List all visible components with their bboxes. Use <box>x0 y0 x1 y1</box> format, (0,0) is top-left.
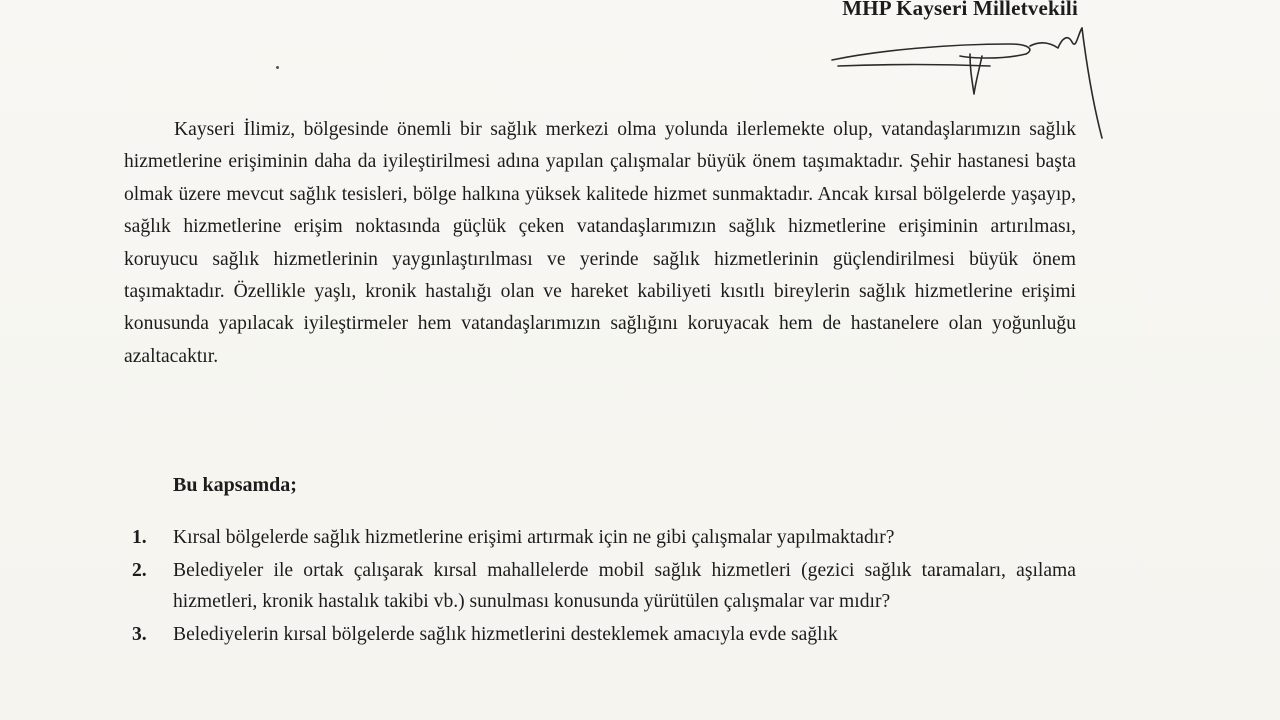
question-list <box>124 522 1076 652</box>
question-text: Belediyeler ile ortak çalışarak kırsal mahallelerde mobil sağlık hizmetleri (gezici sağlık taramaları, aşılama hizmetleri, kronik hastalık takibi vb.) sunulması konusunda yürütülen çalışmalar var mıdır? <box>173 560 1076 612</box>
question-number: 1. <box>132 527 147 548</box>
question-number: 2. <box>132 560 147 581</box>
scan-speck <box>276 66 279 69</box>
question-item <box>124 619 1076 650</box>
question-text: Kırsal bölgelerde sağlık hizmetlerine erişimi artırmak için ne gibi çalışmalar yapılmaktadır? <box>173 527 895 548</box>
question-number: 3. <box>132 624 147 645</box>
signer-title: MHP Kayseri Milletvekili <box>842 0 1078 20</box>
question-item <box>124 522 1076 553</box>
scope-heading: Bu kapsamda; <box>173 474 297 496</box>
body-paragraph: Kayseri İlimiz, bölgesinde önemli bir sağlık merkezi olma yolunda ilerlemekte olup, vatandaşlarımızın sağlık hizmetlerine erişiminin daha da iyileştirilmesi adına yapılan çalışmalar büyük önem taşımaktadır. Şehir hastanesi başta olmak üzere mevcut sağlık tesisleri, bölge halkına yüksek kalitede hizmet sunmaktadır. Ancak kırsal bölgelerde yaşayıp, sağlık hizmetlerine erişim noktasında güçlük çeken vatandaşlarımızın sağlık hizmetlerine erişiminin artırılması, koruyucu sağlık hizmetlerinin yaygınlaştırılması ve yerinde sağlık hizmetlerinin güçlendirilmesi büyük önem taşımaktadır. Özellikle yaşlı, kronik hastalığı olan ve hareket kabiliyeti kısıtlı bireylerin sağlık hizmetlerine erişimi konusunda yapılacak iyileştirmeler hem vatandaşlarımızın sağlığını koruyacak hem de hastanelere olan yoğunluğu azaltacaktır. <box>124 119 1076 367</box>
question-item <box>124 555 1076 617</box>
question-text: Belediyelerin kırsal bölgelerde sağlık hizmetlerini desteklemek amacıyla evde sağlık <box>173 624 838 645</box>
